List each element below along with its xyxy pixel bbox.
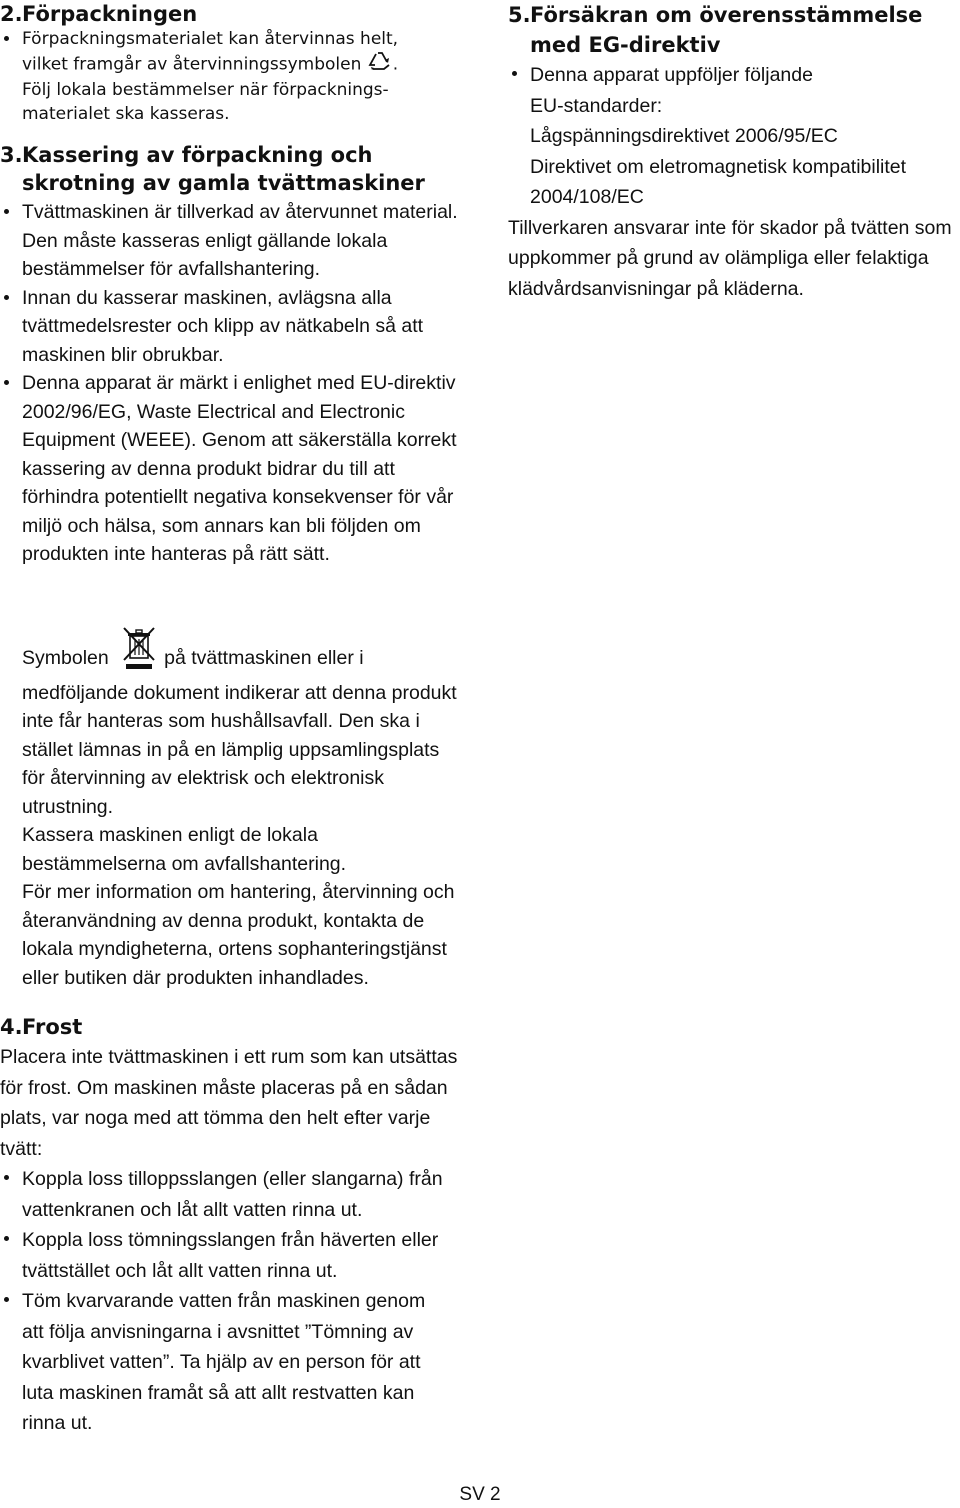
page-number: SV 2 [459,1484,501,1505]
frost-list [0,1164,450,1439]
disposal-list [0,198,462,569]
list-item: Tvättmaskinen är tillverkad av återvunnet material. Den måste kasseras enligt gällande lokala bestämmelser för avfallshantering. [0,198,462,284]
crossed-out-bin-icon [120,626,158,679]
section-heading: 5. Försäkran om överensstämmelse med EG-direktiv [508,3,923,57]
list-item: Koppla loss tilloppsslangen (eller slangarna) från vattenkranen och låt allt vatten rinna ut. [0,1164,450,1225]
list-item: Koppla loss tömningsslangen från häverten eller tvättstället och låt allt vatten rinna ut. [0,1225,450,1286]
section-heading: 4.Frost [0,1015,83,1039]
section-conformity [508,0,953,304]
section-frost [0,1013,470,1439]
frost-intro: Placera inte tvättmaskinen i ett rum som kan utsättas för frost. Om maskinen måste placeras på en sådan plats, var noga med att tömma den helt efter varje tvätt: [0,1046,458,1160]
section-heading: 2.Förpackningen [0,2,198,26]
weee-paragraphs: Symbolen på tvättmaskinen eller i medföljande dokument indikerar att denna produkt inte får hanteras som hushållsavfall. Den ska i stället lämnas in på en lämplig uppsamlingsplats för återvinning av elektrisk och elektronisk utrustning. Kassera maskinen enligt de lokala bestämmelserna om avfallshantering. För mer information om hantering, återvinning och återanvändning av denna produkt, kontakta de lokala myndigheterna, ortens sophanteringstjänst eller butiken där produkten inhandlades. [0,626,462,992]
recycle-icon [367,51,393,78]
conformity-list [508,60,953,213]
section-heading: 3. Kassering av förpackning och skrotning av gamla tvättmaskiner [0,143,425,195]
directive-emc: Direktivet om eletromagnetisk kompatibilitet [530,155,907,178]
list-item: Denna apparat är märkt i enlighet med EU-direktiv 2002/96/EG, Waste Electrical and Electronic Equipment (WEEE). Genom att säkerställa korrekt kassering av denna produkt bidrar du till att förhindra potentiellt negativa konsekvenser för vår miljö och hälsa, som annars kan bli följden om produkten inte hanteras på rätt sätt. [0,369,462,569]
list-item: Töm kvarvarande vatten från maskinen genom att följa anvisningarna i avsnittet ”Tömning av kvarblivet vatten”. Ta hjälp av en person för att luta maskinen framåt så att allt restvatten kan rinna ut. [0,1286,450,1439]
list-item: Denna apparat uppföljer följande EU-standarder: Lågspänningsdirektivet 2006/95/EC Direktivet om eletromagnetisk kompatibilitet 2004/108/EC [508,60,953,213]
list-item: Förpackningsmaterialet kan återvinnas helt, vilket framgår av återvinningssymbolen . Följ lokala bestämmelser när förpacknings- materialet ska kasseras. [0,27,470,126]
packaging-list [0,27,470,126]
right-column [508,0,953,304]
directive-low-voltage: Lågspänningsdirektivet 2006/95/EC [530,125,838,147]
list-item: Innan du kasserar maskinen, avlägsna alla tvättmedelsrester och klipp av nätkabeln så att maskinen blir obrukbar. [0,284,462,370]
disclaimer: Tillverkaren ansvarar inte för skador på tvätten som uppkommer på grund av olämpliga eller felaktiga klädvårdsanvisningar på kläderna. [508,216,952,300]
section-packaging [0,0,470,126]
section-disposal [0,141,470,569]
